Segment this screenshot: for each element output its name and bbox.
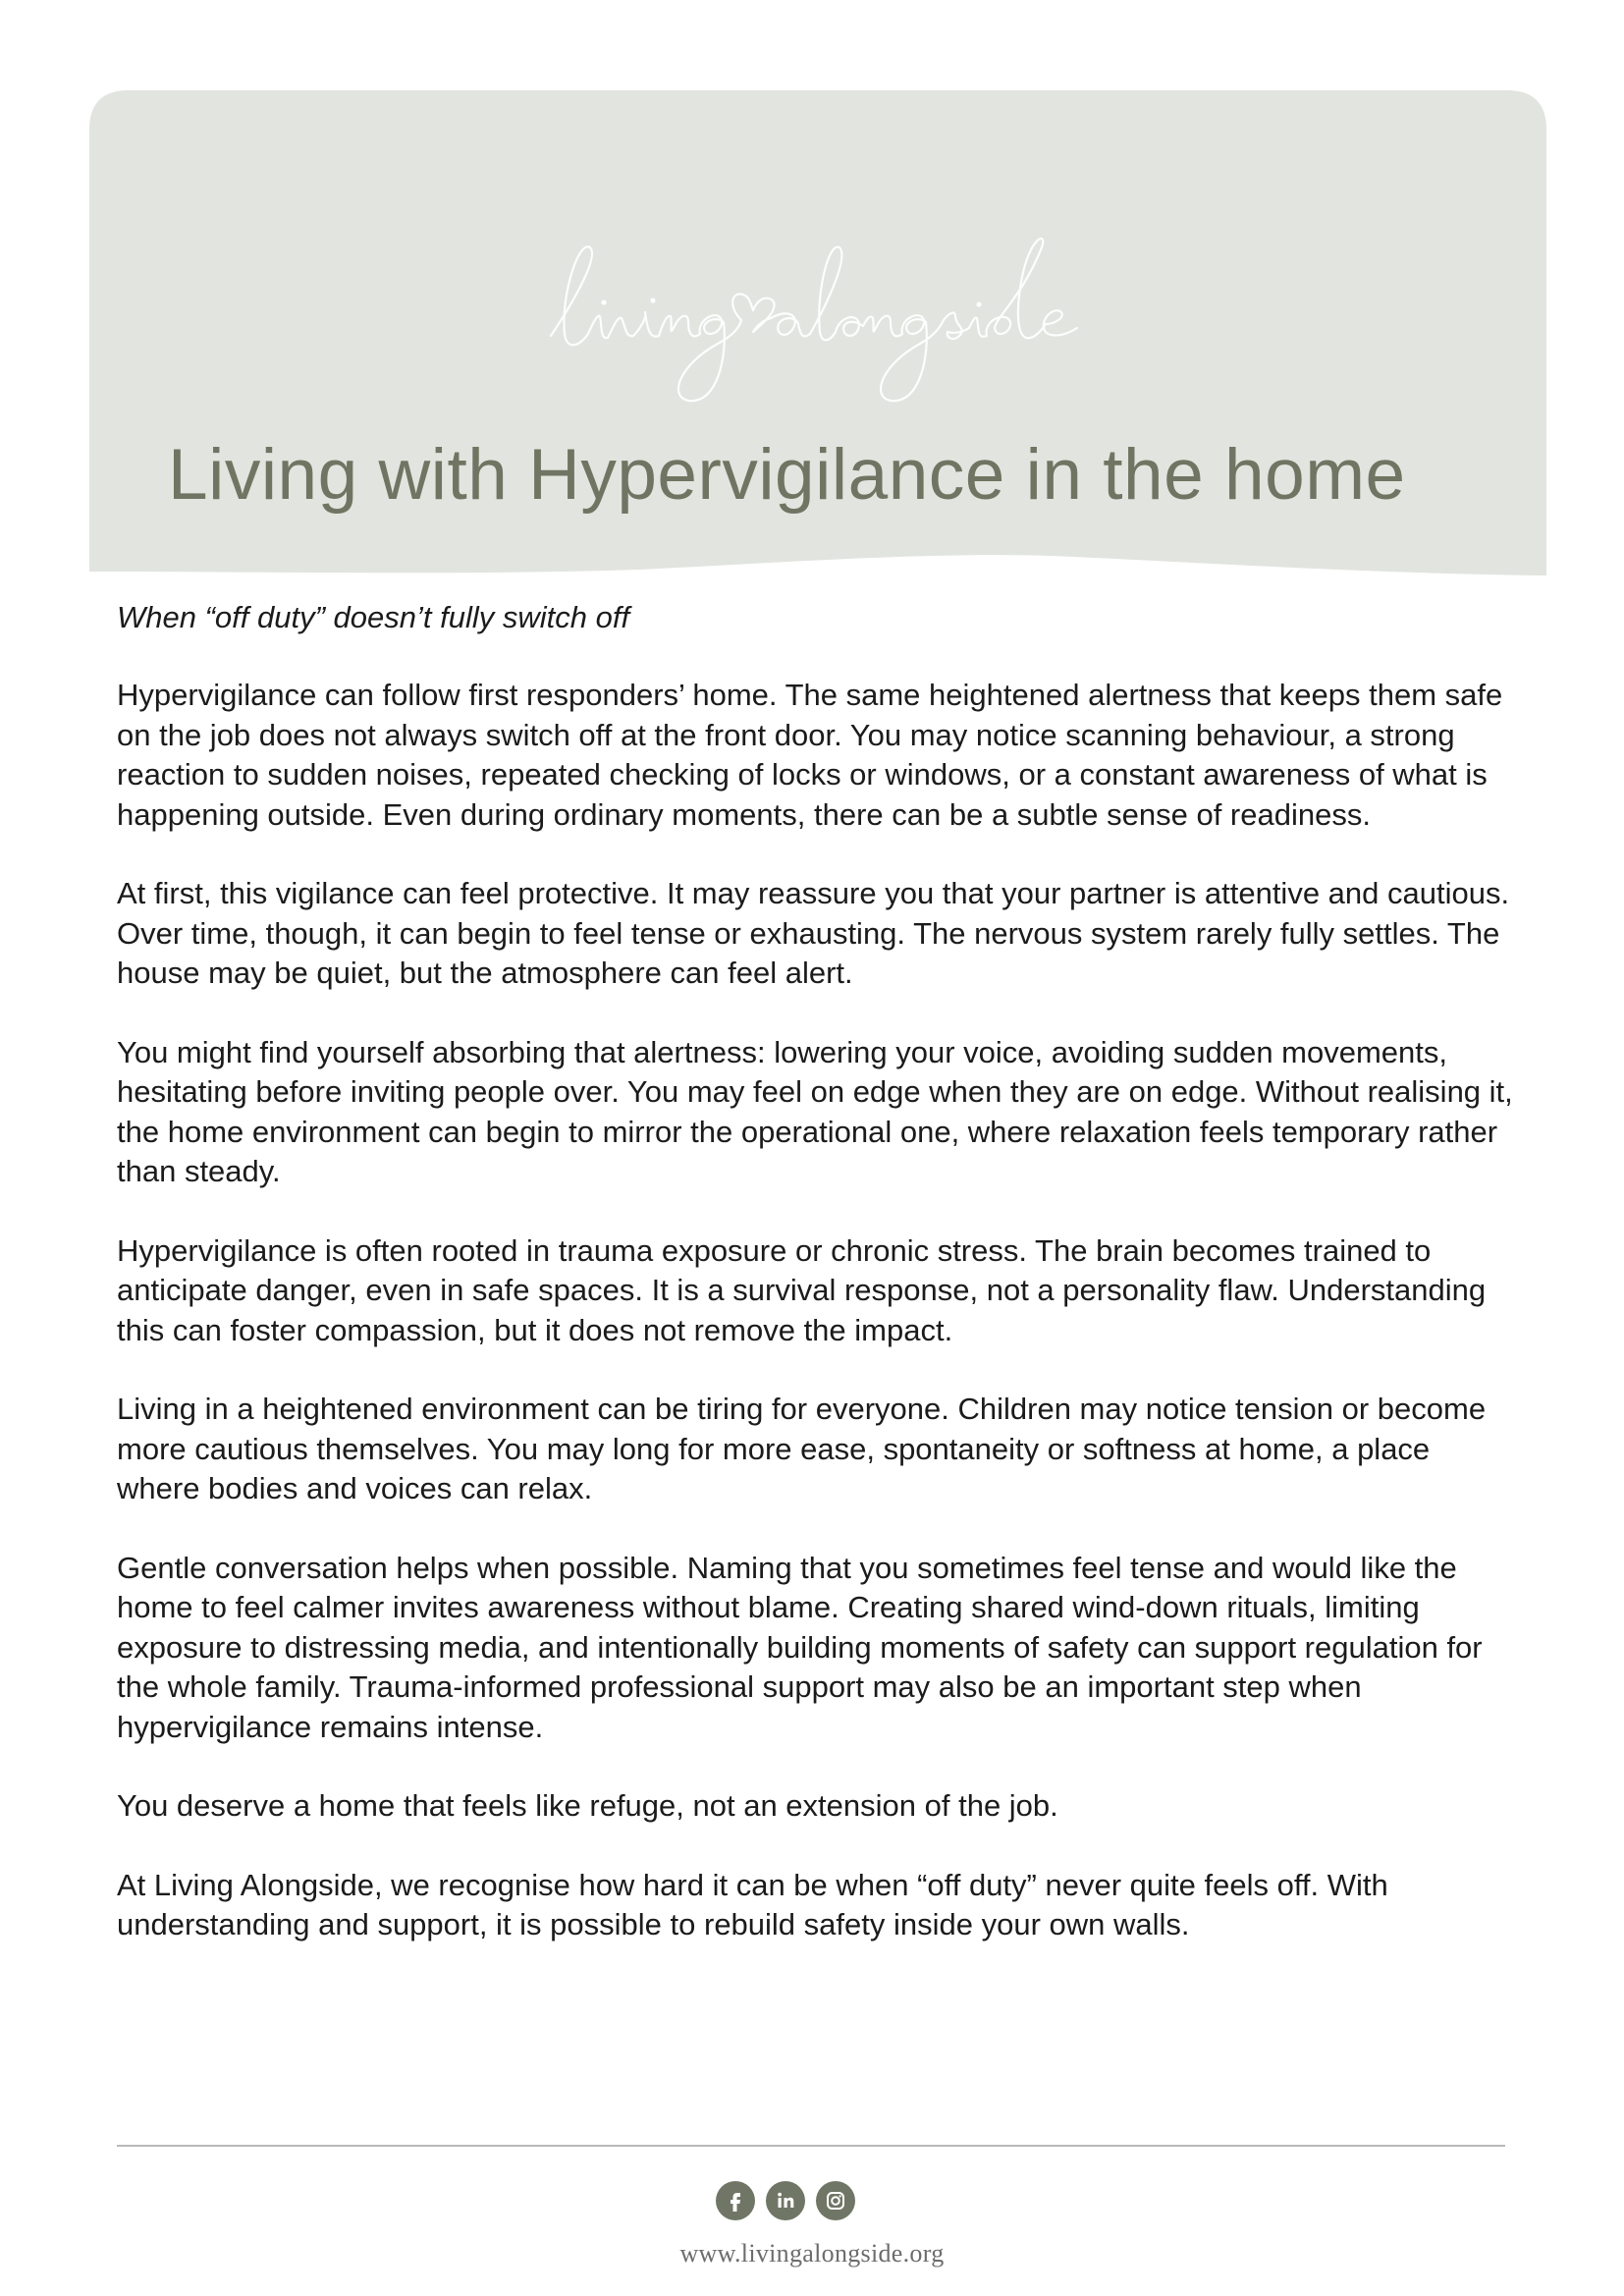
paragraph: At first, this vigilance can feel protective. It may reassure you that your partner is attentive and cautious. Over time, though, it can begin to feel tense or exhausting. The nervous system rarely fully settles. The house may be quiet, but the atmosphere can feel alert. xyxy=(117,876,1510,990)
header-panel xyxy=(89,90,1546,581)
paragraph: At Living Alongside, we recognise how hard it can be when “off duty” never quite feels off. With understanding and support, it is possible to rebuild safety inside your own walls. xyxy=(117,1867,1388,1941)
paragraph: You might find yourself absorbing that alertness: lowering your voice, avoiding sudden movements, hesitating before inviting people over. You may feel on edge when they are on edge. Without realising it, the home environment can begin to mirror the operational one, where relaxation feels temporary rather than steady. xyxy=(117,1034,1513,1188)
living-alongside-logo xyxy=(531,218,1218,414)
paragraph: Hypervigilance is often rooted in trauma exposure or chronic stress. The brain becomes trained to anticipate danger, even in safe spaces. It is a survival response, not a personality flaw. Understanding this can foster compassion, but it does not remove the impact. xyxy=(117,1232,1487,1347)
linkedin-icon[interactable] xyxy=(766,2181,805,2220)
footer-divider xyxy=(117,2145,1505,2147)
paragraph: Living in a heightened environment can be tiring for everyone. Children may notice tension or become more cautious themselves. You may long for more ease, spontaneity or softness at home, a place where bodies and voices can relax. xyxy=(117,1392,1487,1505)
paragraph: You deserve a home that feels like refuge, not an extension of the job. xyxy=(117,1788,1058,1823)
article-subtitle: When “off duty” doesn’t fully switch off xyxy=(117,600,630,634)
paragraph: Gentle conversation helps when possible. Naming that you sometimes feel tense and would like the home to feel calmer invites awareness without blame. Creating shared wind-down rituals, limiting exposure to distressing media, and intentionally building moments of safety can support regulation for the whole family. Trauma-informed professional support may also be an important step when hypervigilance remains intense. xyxy=(117,1550,1483,1744)
website-url[interactable]: www.livingalongside.org xyxy=(679,2239,945,2268)
social-links xyxy=(716,2181,912,2222)
facebook-icon[interactable] xyxy=(716,2181,755,2220)
article-body xyxy=(117,597,1521,1985)
paragraph: Hypervigilance can follow first responders’ home. The same heightened alertness that keeps them safe on the job does not always switch off at the front door. You may notice scanning behaviour, a strong reaction to sudden noises, repeated checking of locks or windows, or a constant awareness of what is happening outside. Even during ordinary moments, there can be a subtle sense of readiness. xyxy=(117,678,1503,832)
instagram-icon[interactable] xyxy=(816,2181,855,2220)
page-title: Living with Hypervigilance in the home xyxy=(168,435,1406,515)
